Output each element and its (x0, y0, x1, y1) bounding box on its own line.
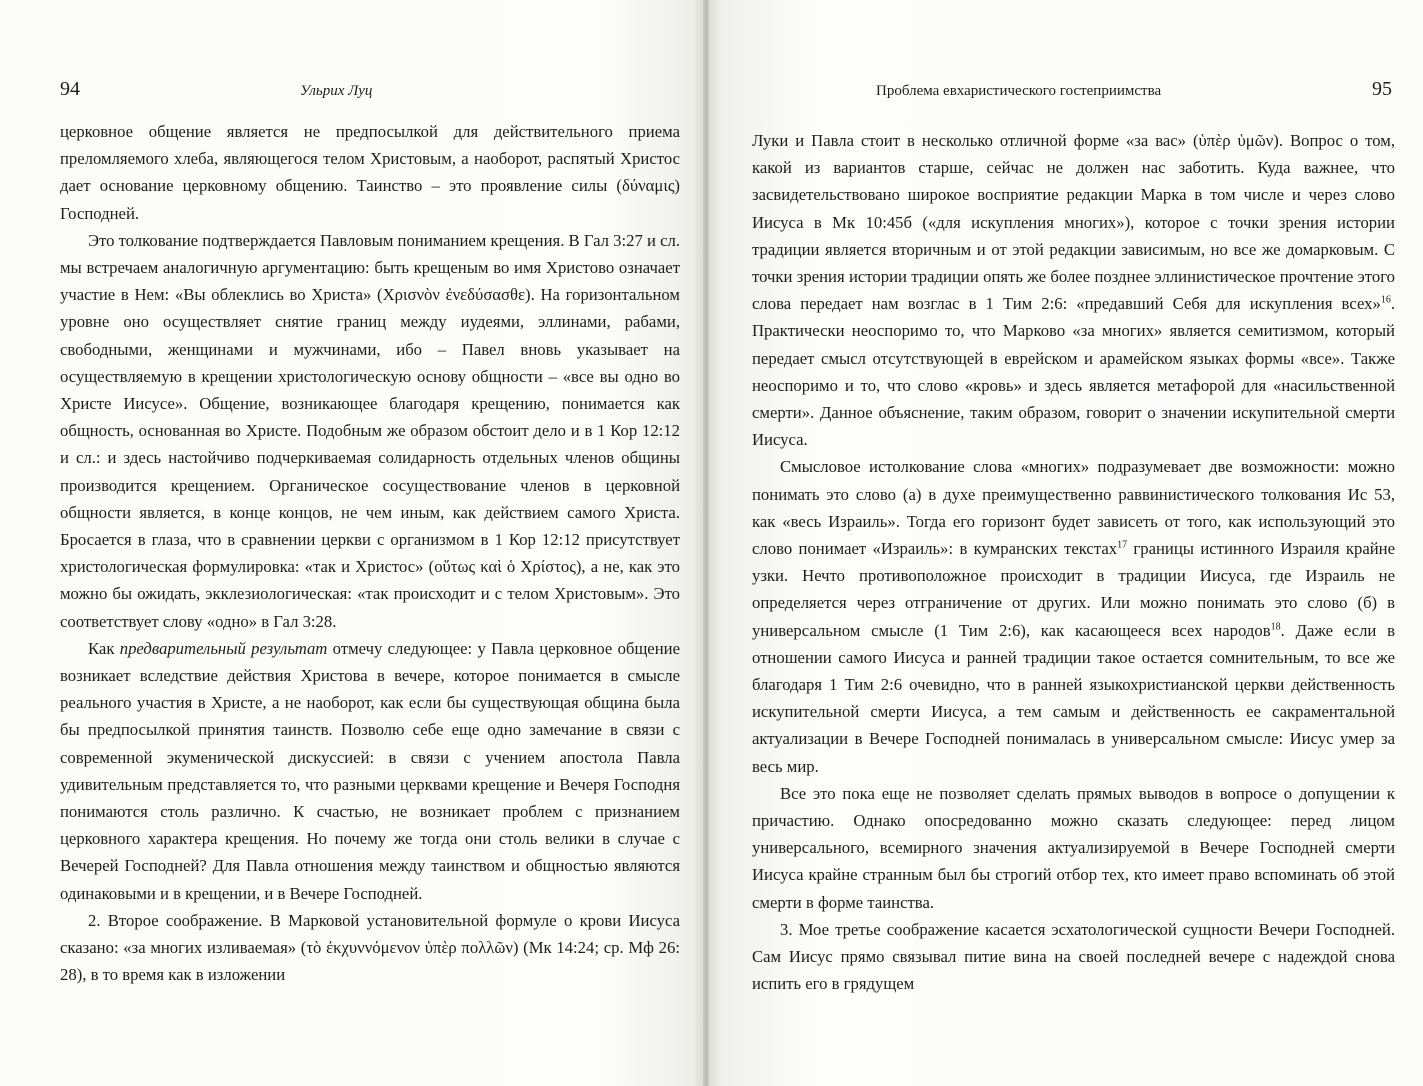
left-page-header (60, 78, 680, 104)
footnote-marker: 17 (1117, 539, 1128, 551)
footnote-marker: 18 (1270, 621, 1281, 633)
right-page (706, 0, 1423, 1086)
paragraph-text: Луки и Павла стоит в несколько отличной форме «за вас» (ὑπὲρ ὑμῶν). Вопрос о том, какой из вариантов старше, сейчас не должен нас заботить. Куда важнее, что засвидетельствовано широкое восприятие редакции Марка в том числе и через слово Иисуса в Мк 10:45б («для искупления многих»), которое с точки зрения истории традиции является вторичным и от этой редакции зависимым, но все же домарковым. С точки зрения истории традиции опять же более позднее эллинистическое прочтение этого слова передает нам возглас в 1 Тим 2:6: «предавший Себя для искупления всех» (752, 131, 1395, 314)
right-page-body (752, 127, 1395, 998)
paragraph-text: . Практически неоспоримо то, что Марково «за многих» является семитизмом, который передает смысл отсутствующей в еврейском и арамейском языках формы «все». Также неоспоримо и то, что слово «кровь» и здесь является метафорой для «насильственной смерти». Данное объяснение, таким образом, говорит о значении искупительной смерти Иисуса. (752, 294, 1395, 450)
emphasis-text: предварительный результат (119, 638, 328, 658)
paragraph-text: Как (88, 638, 120, 658)
left-page (0, 0, 706, 1086)
paragraph: церковное общение является не предпосылкой для действительного приема преломляемого хлеба, являющегося телом Христовым, а наоборот, распятый Христос дает основание церковному общению. Таинство – это проявление силы (δύναμις) Господней. (60, 122, 680, 223)
page-number: 94 (60, 78, 80, 100)
paragraph: 3. Мое третье соображение касается эсхатологической сущности Вечери Господней. Сам Иисус прямо связывал питие вина на своей последней вечере с надеждой снова испить его в грядущем (752, 919, 1395, 994)
paragraph (752, 127, 1395, 453)
paragraph: 2. Второе соображение. В Марковой установительной формуле о крови Иисуса сказано: «за многих изливаемая» (τὸ ἐκχυννόμενον ὑπὲρ πολλῶν) (Мк 14:24; ср. Мф 26: 28), в то время как в изложении (60, 910, 680, 985)
running-head-author: Ульрих Луц (300, 83, 373, 99)
paragraph (60, 635, 680, 907)
paragraph-text: . Даже если в отношении самого Иисуса и ранней традиции такое остается сомнительным, то все же благодаря 1 Тим 2:6 очевидно, что в ранней языкохристианской церкви действенность искупительной смерти Иисуса, а тем самым и действенность ее сакраментальной актуализации в Вечере Господней понималась в универсальном смысле: Иисус умер за весь мир. (752, 620, 1395, 776)
book-gutter (703, 0, 709, 1086)
page-number: 95 (1372, 78, 1392, 100)
running-head-title: Проблема евхаристического гостеприимства (876, 83, 1162, 99)
paragraph (752, 453, 1395, 779)
right-page-header (752, 78, 1392, 104)
paragraph-text: Смысловое истолкование слова «многих» подразумевает две возможности: можно понимать это слово (а) в духе преимущественно раввинистического толкования Ис 53, как «весь Израиль». Тогда его горизонт будет зависеть от того, как использующий это слово понимает «Израиль»: в кумранских текстах (752, 457, 1395, 559)
paragraph-text: отмечу следующее: у Павла церковное общение возникает вследствие действия Христова в вечере, которое понимается в смысле реального участия в Христе, а не наоборот, как если бы существующая община была бы предпосылкой принятия таинств. Позволю себе еще одно замечание в связи с современной экуменической дискуссией: в связи с учением апостола Павла удивительным представляется то, что разными церквами крещение и Вечеря Господня понимаются столь различно. К счастью, не возникает проблем с признанием церковного характера крещения. Но почему же тогда они столь велики в случае с Вечерей Господней? Для Павла отношения между таинством и общностью являются одинаковыми и в крещении, и в Вечере Господней. (60, 638, 680, 903)
paragraph: Все это пока еще не позволяет сделать прямых выводов в вопросе о допущении к причастию. Однако опосредованно можно сказать следующее: перед лицом универсального, всемирного значения актуализируемой в Вечере Господней смерти Иисуса крайне странным был бы строгий отбор тех, кто имеет право вспоминать об этой смерти в форме таинства. (752, 783, 1395, 912)
footnote-marker: 16 (1380, 294, 1391, 306)
paragraph: Это толкование подтверждается Павловым пониманием крещения. В Гал 3:27 и сл. мы встречаем аналогичную аргументацию: быть крещеным во имя Христово означает участие в Нем: «Вы облеклись во Христа» (Χρισνὸν ἐνεδύσασθε). На горизонтальном уровне оно осуществляет снятие границ между иудеями, эллинами, рабами, свободными, женщинами и мужчинами, ибо – Павел вновь указывает на осуществляемую в крещении христологическую основу общности – «все вы одно во Христе Иисусе». Общение, возникающее благодаря крещению, понимается как общность, основанная во Христе. Подобным же образом обстоит дело и в 1 Кор 12:12 и сл.: и здесь настойчиво подчеркиваемая солидарность отдельных членов общины производится крещением. Органическое сосуществование членов в церковной общности является, в конце концов, не чем иным, как действием самого Христа. Бросается в глаза, что в сравнении церкви с организмом в 1 Кор 12:12 присутствует христологическая формулировка: «так и Христос» (οὕτως καὶ ὁ Χρίστος), а не, как это можно бы ожидать, экклезиологическая: «так происходит и с телом Христовым». Это соответствует слову «одно» в Гал 3:28. (60, 230, 680, 631)
left-page-body (60, 118, 680, 989)
paragraph-text: границы истинного Израиля крайне узки. Нечто противоположное происходит в традиции Иисуса, где Израиль не определяется через отграничение от других. Или можно понимать это слово (б) в универсальном смысле (1 Тим 2:6), как касающееся всех народов (752, 539, 1395, 640)
